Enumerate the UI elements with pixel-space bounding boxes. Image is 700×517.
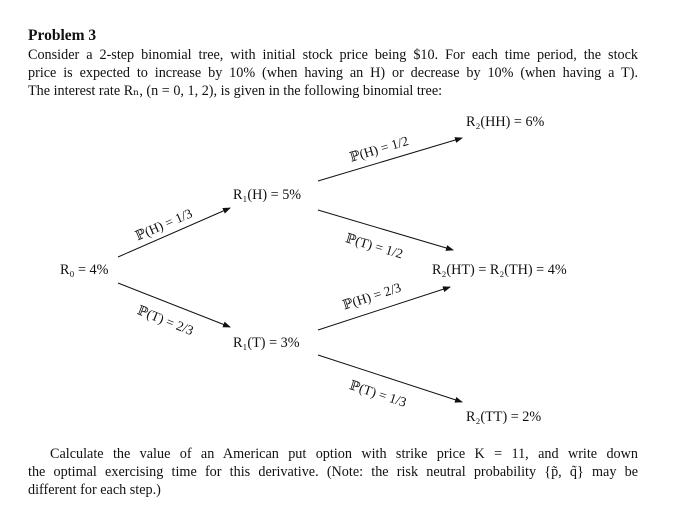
edge-label-r0-to-h: ℙ(H) = 1/3: [133, 205, 195, 244]
edge-label-r0-to-t: ℙ(T) = 2/3: [135, 302, 196, 339]
intro-line: Consider a 2-step binomial tree, with initial stock price being $10. For each time period, the stock: [28, 47, 638, 63]
question-line: Calculate the value of an American put option with strike price K = 11, and write down: [50, 446, 638, 462]
node-r1-h: R₁(H) = 5%: [233, 187, 302, 203]
question-line: the optimal exercising time for this derivative. (Note: the risk neutral probability {p̃, q̃} may be: [28, 464, 638, 480]
edge-label-t-to-th: ℙ(H) = 2/3: [340, 279, 403, 313]
node-r1-t: R₁(T) = 3%: [233, 335, 300, 351]
node-r2-ht: R₂(HT) = R₂(TH) = 4%: [432, 262, 567, 278]
edge-label-h-to-hh: ℙ(H) = 1/2: [347, 133, 411, 165]
node-r2-tt: R₂(TT) = 2%: [466, 409, 542, 425]
intro-line: The interest rate Rₙ, (n = 0, 1, 2), is given in the following binomial tree:: [28, 83, 443, 99]
problem-question: [28, 445, 638, 499]
node-r2-hh: R₂(HH) = 6%: [466, 114, 545, 130]
edge-label-h-to-ht: ℙ(T) = 1/2: [343, 230, 405, 262]
edge-label-t-to-tt: ℙ(T) = 1/3: [347, 377, 409, 410]
intro-line: price is expected to increase by 10% (when having an H) or decrease by 10% (when having a T).: [28, 65, 638, 81]
question-line: different for each step.): [28, 482, 161, 498]
problem-title: Problem 3: [28, 27, 97, 44]
node-r0: R₀ = 4%: [60, 262, 109, 278]
